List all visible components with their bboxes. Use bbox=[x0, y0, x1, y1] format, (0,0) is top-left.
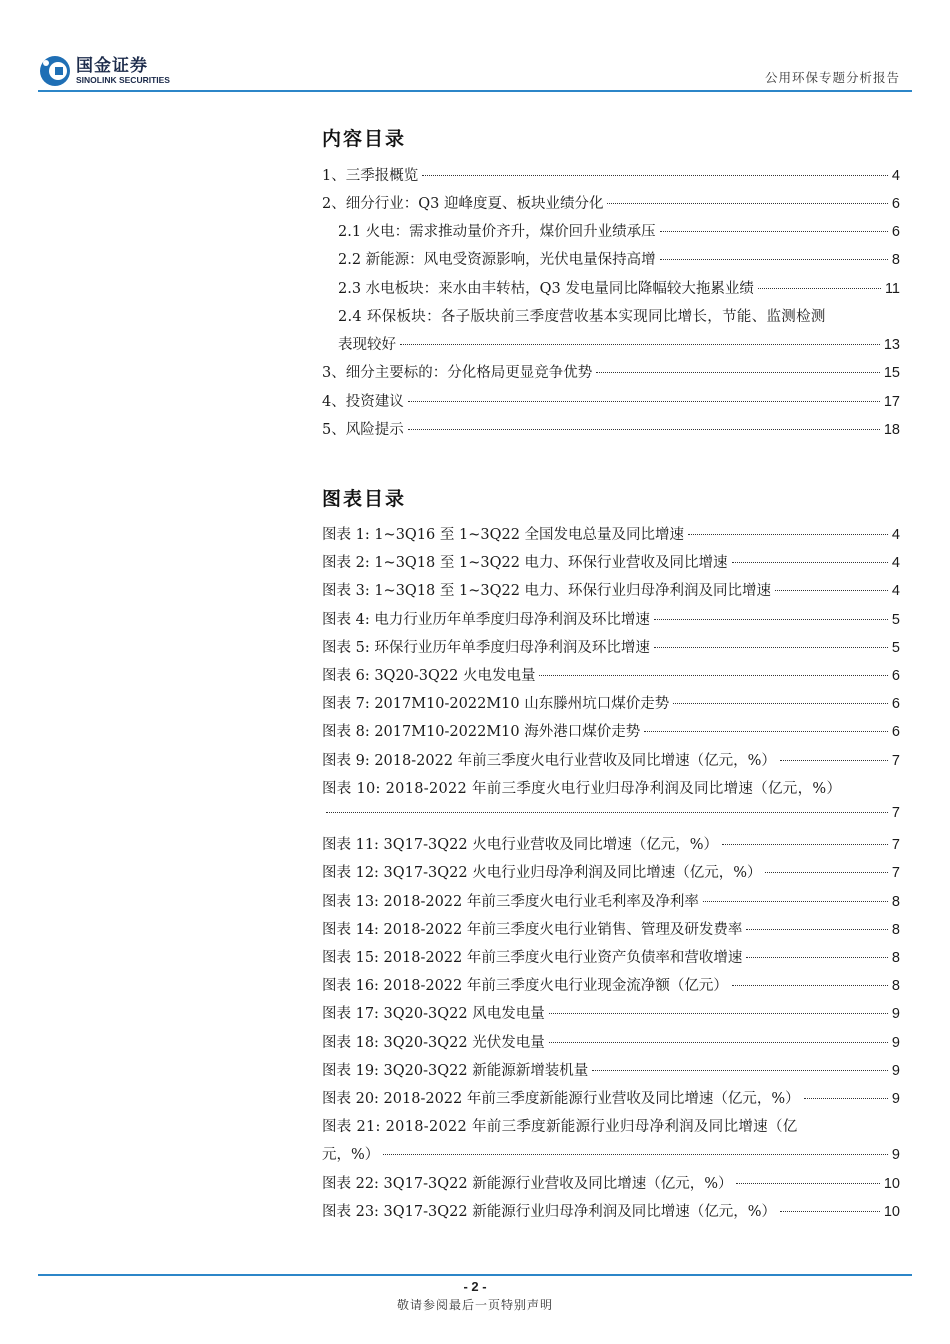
leader-dots bbox=[758, 288, 881, 289]
figure-toc-entry-label: 图表 6: 3Q20-3Q22 火电发电量 bbox=[322, 668, 536, 684]
figure-toc-entry-page: 9 bbox=[891, 1035, 900, 1051]
figure-toc-entry[interactable] bbox=[322, 1059, 900, 1081]
figure-toc-entry-label: 图表 17: 3Q20-3Q22 风电发电量 bbox=[322, 1006, 545, 1022]
figure-toc-entry-page: 8 bbox=[891, 978, 900, 994]
figure-toc-entry-label: 图表 14: 2018-2022 年前三季度火电行业销售、管理及研发费率 bbox=[322, 922, 743, 938]
leader-dots bbox=[408, 401, 880, 402]
leader-dots bbox=[780, 1211, 880, 1212]
figure-toc-entry-page: 10 bbox=[883, 1176, 900, 1192]
leader-dots bbox=[607, 203, 887, 204]
figure-toc-entry-label: 图表 7: 2017M10-2022M10 山东滕州坑口煤价走势 bbox=[322, 696, 670, 712]
toc-entry-label: 2.1 火电：需求推动量价齐升，煤价回升业绩承压 bbox=[338, 224, 656, 240]
figure-toc-entry-page: 4 bbox=[891, 555, 900, 571]
figure-toc-entry-page: 8 bbox=[891, 922, 900, 938]
toc-entry-label: 4、投资建议 bbox=[322, 394, 404, 410]
toc-entry-page: 15 bbox=[883, 365, 900, 381]
figure-toc-entry[interactable] bbox=[322, 608, 900, 630]
toc-entry-label: 表现较好 bbox=[338, 337, 396, 353]
figure-toc-entry-page: 4 bbox=[891, 527, 900, 543]
logo-chinese-name: 国金证券 bbox=[76, 56, 148, 76]
figure-toc-entry-page: 10 bbox=[883, 1204, 900, 1220]
leader-dots bbox=[703, 901, 888, 902]
figure-toc-entry[interactable] bbox=[322, 1031, 900, 1053]
figure-toc-entry[interactable] bbox=[322, 918, 900, 940]
toc-entry-label: 2.4 环保板块：各子版块前三季度营收基本实现同比增长，节能、监测检测 bbox=[338, 309, 826, 325]
toc-entry-page: 11 bbox=[884, 281, 900, 297]
figure-toc-entry[interactable] bbox=[322, 636, 900, 658]
figure-toc-entry-first-line[interactable] bbox=[322, 777, 900, 799]
leader-dots bbox=[736, 1183, 879, 1184]
toc-entry-label: 5、风险提示 bbox=[322, 422, 404, 438]
figure-toc-entry[interactable] bbox=[322, 946, 900, 968]
toc-entry-page: 18 bbox=[883, 422, 900, 438]
leader-dots bbox=[660, 259, 888, 260]
toc-entry-label: 1、三季报概览 bbox=[322, 168, 419, 184]
toc-entry-page: 6 bbox=[891, 224, 900, 240]
leader-dots bbox=[746, 929, 888, 930]
figure-toc-entry-page: 8 bbox=[891, 950, 900, 966]
leader-dots bbox=[746, 957, 888, 958]
figure-toc-entry-label: 图表 18: 3Q20-3Q22 光伏发电量 bbox=[322, 1035, 545, 1051]
figure-toc-entry-page: 8 bbox=[891, 894, 900, 910]
toc-entry[interactable] bbox=[338, 220, 900, 242]
report-type: 公用环保专题分析报告 bbox=[764, 70, 900, 85]
figure-toc-entry[interactable] bbox=[322, 1087, 900, 1109]
toc-entry[interactable] bbox=[322, 192, 900, 214]
toc-entry[interactable] bbox=[338, 248, 900, 270]
figure-toc-entry-page: 5 bbox=[891, 640, 900, 656]
leader-dots bbox=[654, 619, 888, 620]
toc-entry-page: 6 bbox=[891, 196, 900, 212]
header-divider bbox=[38, 90, 912, 92]
leader-dots bbox=[400, 344, 880, 345]
figure-toc-entry-label: 图表 21: 2018-2022 年前三季度新能源行业归母净利润及同比增速（亿 bbox=[322, 1119, 798, 1135]
leader-dots bbox=[722, 844, 888, 845]
figure-toc-entry-label: 图表 12: 3Q17-3Q22 火电行业归母净利润及同比增速（亿元，%） bbox=[322, 865, 762, 881]
figure-toc-entry[interactable] bbox=[322, 692, 900, 714]
figure-toc-entry[interactable] bbox=[322, 974, 900, 996]
figure-toc-entry-label: 图表 23: 3Q17-3Q22 新能源行业归母净利润及同比增速（亿元，%） bbox=[322, 1204, 776, 1220]
toc-entry[interactable] bbox=[322, 390, 900, 412]
figure-toc-entry-page: 7 bbox=[891, 753, 900, 769]
toc-entry[interactable] bbox=[322, 164, 900, 186]
figure-toc-entry-page: 9 bbox=[891, 1063, 900, 1079]
leader-dots bbox=[732, 562, 888, 563]
figure-toc-entry-label: 图表 19: 3Q20-3Q22 新能源新增装机量 bbox=[322, 1063, 589, 1079]
figure-toc-entry-label: 图表 20: 2018-2022 年前三季度新能源行业营收及同比增速（亿元，%） bbox=[322, 1091, 800, 1107]
figure-toc-entry[interactable] bbox=[322, 579, 900, 601]
footer-divider bbox=[38, 1274, 912, 1276]
leader-dots bbox=[673, 703, 888, 704]
toc-entry[interactable] bbox=[322, 361, 900, 383]
page-header bbox=[38, 52, 912, 92]
toc-entry-label: 2.3 水电板块：来水由丰转枯，Q3 发电量同比降幅较大拖累业绩 bbox=[338, 281, 754, 297]
figure-toc-entry-label: 图表 3: 1~3Q18 至 1~3Q22 电力、环保行业归母净利润及同比增速 bbox=[322, 583, 772, 599]
leader-dots bbox=[596, 372, 880, 373]
figure-toc-entry[interactable] bbox=[322, 861, 900, 883]
figure-toc-entry[interactable] bbox=[322, 720, 900, 742]
company-logo bbox=[38, 54, 170, 88]
leader-dots bbox=[539, 675, 887, 676]
content-toc-title: 内容目录 bbox=[322, 128, 407, 150]
figure-toc-entry[interactable] bbox=[322, 1200, 900, 1222]
figure-toc-entry-continuation[interactable] bbox=[322, 1143, 900, 1165]
figure-toc-entry-first-line[interactable] bbox=[322, 1115, 900, 1137]
leader-dots bbox=[660, 231, 888, 232]
figure-toc-entry-label: 元，%） bbox=[322, 1147, 380, 1163]
toc-entry-page: 17 bbox=[883, 394, 900, 410]
figure-toc-entry-page: 4 bbox=[891, 583, 900, 599]
leader-dots bbox=[804, 1098, 888, 1099]
figure-toc-entry-page: 5 bbox=[891, 612, 900, 628]
figure-toc-entry-label: 图表 22: 3Q17-3Q22 新能源行业营收及同比增速（亿元，%） bbox=[322, 1176, 733, 1192]
leader-dots bbox=[549, 1013, 888, 1014]
toc-entry-label: 2、细分行业：Q3 迎峰度夏、板块业绩分化 bbox=[322, 196, 604, 212]
figure-toc-entry-label: 图表 4: 电力行业历年单季度归母净利润及环比增速 bbox=[322, 612, 650, 628]
figure-toc-entry-page: 7 bbox=[891, 837, 900, 853]
figure-toc-entry[interactable] bbox=[322, 1002, 900, 1024]
leader-dots bbox=[688, 534, 888, 535]
toc-entry-label: 2.2 新能源：风电受资源影响，光伏电量保持高增 bbox=[338, 252, 656, 268]
figure-toc-entry-continuation[interactable] bbox=[322, 805, 900, 827]
leader-dots bbox=[408, 429, 880, 430]
toc-entry-label: 3、细分主要标的：分化格局更显竞争优势 bbox=[322, 365, 593, 381]
figure-toc-entry-label: 图表 11: 3Q17-3Q22 火电行业营收及同比增速（亿元，%） bbox=[322, 837, 718, 853]
toc-entry-page: 13 bbox=[883, 337, 900, 353]
logo-english-name: SINOLINK SECURITIES bbox=[76, 75, 170, 85]
figure-toc-entry-label: 图表 2: 1~3Q18 至 1~3Q22 电力、环保行业营收及同比增速 bbox=[322, 555, 728, 571]
figure-toc-entry-label: 图表 1: 1~3Q16 至 1~3Q22 全国发电总量及同比增速 bbox=[322, 527, 685, 543]
figure-toc-entry-label: 图表 10: 2018-2022 年前三季度火电行业归母净利润及同比增速（亿元，%） bbox=[322, 781, 842, 797]
leader-dots bbox=[780, 760, 888, 761]
toc-entry[interactable] bbox=[338, 277, 900, 299]
leader-dots bbox=[644, 731, 888, 732]
figure-toc-entry-label: 图表 8: 2017M10-2022M10 海外港口煤价走势 bbox=[322, 724, 641, 740]
toc-entry-first-line[interactable] bbox=[338, 305, 900, 327]
leader-dots bbox=[765, 872, 887, 873]
figure-toc-entry-label: 图表 9: 2018-2022 年前三季度火电行业营收及同比增速（亿元，%） bbox=[322, 753, 776, 769]
figure-toc-title: 图表目录 bbox=[322, 488, 407, 510]
figure-toc-entry-label: 图表 5: 环保行业历年单季度归母净利润及环比增速 bbox=[322, 640, 650, 656]
figure-toc-entry-page: 9 bbox=[891, 1147, 900, 1163]
leader-dots bbox=[383, 1154, 888, 1155]
figure-toc-entry[interactable] bbox=[322, 1172, 900, 1194]
leader-dots bbox=[326, 812, 888, 813]
figure-toc-entry-page: 9 bbox=[891, 1006, 900, 1022]
figure-toc-entry-page: 7 bbox=[891, 805, 900, 821]
footer-disclaimer: 敬请参阅最后一页特别声明 bbox=[396, 1298, 553, 1312]
figure-toc-entry-label: 图表 13: 2018-2022 年前三季度火电行业毛利率及净利率 bbox=[322, 894, 699, 910]
figure-toc-entry-page: 9 bbox=[891, 1091, 900, 1107]
figure-toc-entry-page: 6 bbox=[891, 696, 900, 712]
figure-toc-entry[interactable] bbox=[322, 833, 900, 855]
figure-toc-entry[interactable] bbox=[322, 890, 900, 912]
leader-dots bbox=[592, 1070, 888, 1071]
figure-toc-entry[interactable] bbox=[322, 664, 900, 686]
toc-entry-page: 4 bbox=[891, 168, 900, 184]
toc-entry-continuation[interactable] bbox=[338, 333, 900, 355]
figure-toc-entry[interactable] bbox=[322, 551, 900, 573]
page-number: - 2 - bbox=[463, 1279, 487, 1294]
leader-dots bbox=[732, 985, 888, 986]
figure-toc-entry-page: 6 bbox=[891, 668, 900, 684]
leader-dots bbox=[654, 647, 888, 648]
toc-entry-page: 8 bbox=[891, 252, 900, 268]
toc-entry[interactable] bbox=[322, 418, 900, 440]
figure-toc-entry-label: 图表 15: 2018-2022 年前三季度火电行业资产负债率和营收增速 bbox=[322, 950, 743, 966]
figure-toc-entry-page: 7 bbox=[891, 865, 900, 881]
figure-toc-entry-page: 6 bbox=[891, 724, 900, 740]
figure-toc-entry[interactable] bbox=[322, 523, 900, 545]
leader-dots bbox=[775, 590, 888, 591]
figure-toc-entry[interactable] bbox=[322, 749, 900, 771]
leader-dots bbox=[422, 175, 888, 176]
figure-toc-entry-label: 图表 16: 2018-2022 年前三季度火电行业现金流净额（亿元） bbox=[322, 978, 728, 994]
leader-dots bbox=[549, 1042, 888, 1043]
logo-mark-icon bbox=[38, 54, 72, 88]
